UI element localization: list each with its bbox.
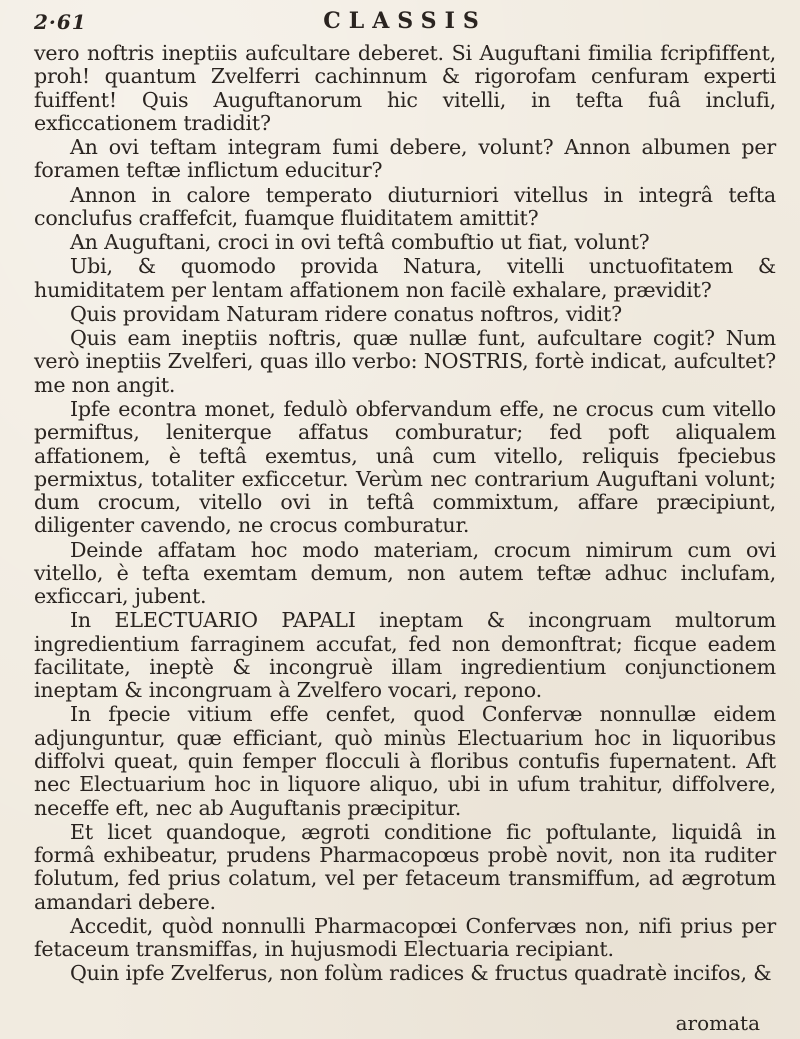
paragraph: An Auguftani, croci in ovi teftâ combuftio ut fiat, volunt? [70,230,650,255]
catchword: aromata [675,1011,760,1035]
paragraph: Quin ipfe Zvelferus, non folùm radices & fructus quadratè incifos, & [70,961,772,986]
paragraph: Ipfe econtra monet, fedulò obfervandum effe, ne crocus cum vitello permiftus, leniterque affatus comburatur; fed poft aliqualem affationem, è teftâ exemtus, unâ cum vitello, reliquis fpeciebus permixtus, totaliter exficcetur. Verùm nec contrarium Auguftani volunt; dum crocum, vitello ovi in teftâ commixtum, affare præcipiunt, diligenter cavendo, ne crocus comburatur. [34,396,776,538]
paragraph: Quis providam Naturam ridere conatus noftros, vidit? [70,301,622,326]
paragraph: Annon in calore temperato diuturniori vitellus in integrâ tefta conclufus craffefcit, fuamque fluiditatem amittit? [34,182,776,230]
running-head: CLASSIS [323,8,487,34]
body-text [34,42,776,986]
paragraph: Et licet quandoque, ægroti conditione fic poftulante, liquidâ in formâ exhibeatur, prudens Pharmacopœus probè novit, non ita ruditer folutum, fed prius colatum, vel per fetaceum transmiffum, ad ægrotum amandari debere. [34,819,776,914]
paragraph: An ovi teftam integram fumi debere, volunt? Annon albumen per foramen teftæ inflictum educitur? [34,135,776,183]
paragraph: Ubi, & quomodo provida Natura, vitelli unctuofitatem & humiditatem per lentam affationem non facilè exhalare, prævidit? [34,254,776,302]
paragraph: Accedit, quòd nonnulli Pharmacopœi Confervæs non, nifi prius per fetaceum transmiffas, in hujusmodi Electuaria recipiant. [34,913,776,962]
paragraph: vero noftris ineptiis aufcultare deberet. Si Auguftani fimilia fcripfiffent, proh! quantum Zvelferri cachinnum & rigorofam cenfuram experti fuiffent! Quis Auguftanorum hic vitelli, in tefta fuâ inclufi, exficcationem tradidit? [34,41,776,135]
paragraph: In ELECTUARIO PAPALI ineptam & incongruam multorum ingredientium farraginem accufat, fed non demonftrat; ficque eadem facilitate, ineptè & incongruè illam ingredientium conjunctionem ineptam & incongruam à Zvelfero vocari, repono. [34,608,776,703]
paragraph: Quis eam ineptiis noftris, quæ nullæ funt, aufcultare cogit? Num verò ineptiis Zvelferi, quas illo verbo: NOSTRIS, fortè indicat, aufcultet? me non angit. [34,326,776,397]
page-header [34,6,776,40]
paragraph: Deinde affatam hoc modo materiam, crocum nimirum cum ovi vitello, è tefta exemtam demum, non autem teftæ adhuc inclufam, exficcari, jubent. [34,537,776,609]
page-number: 2·61 [34,10,87,34]
paragraph: In fpecie vitium effe cenfet, quod Confervæ nonnullæ eidem adjunguntur, quæ efficiant, quò minùs Electuarium hoc in liquoribus diffolvi queat, quin femper flocculi à floribus contufis fupernatent. Aft nec Electuarium hoc in liquore aliquo, ubi in ufum trahitur, diffolvere, neceffe eft, nec ab Auguftanis præcipitur. [34,702,776,820]
